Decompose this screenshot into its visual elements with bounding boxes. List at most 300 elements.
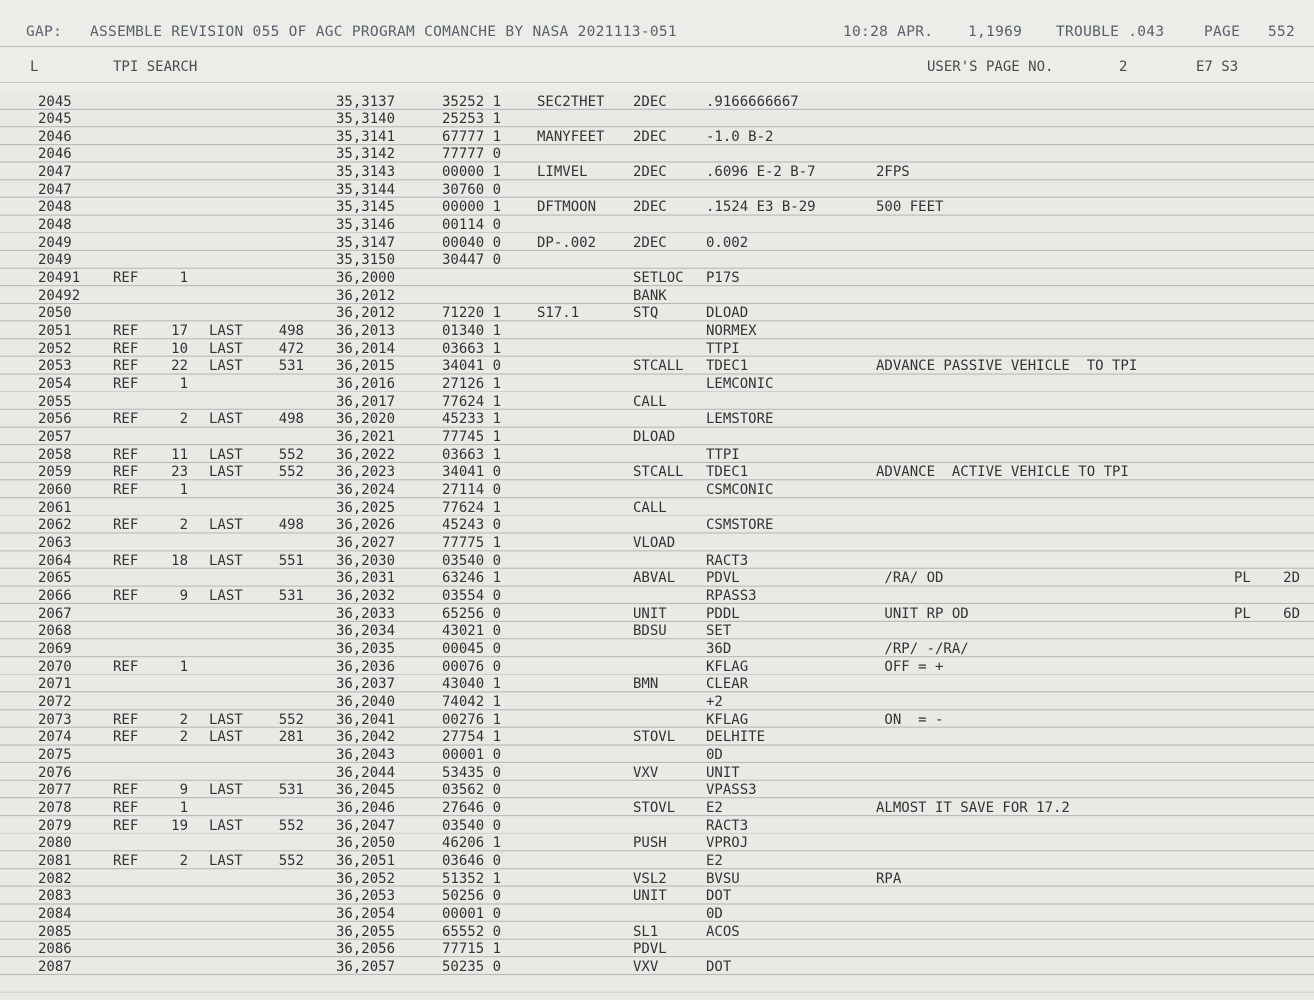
table-row [0,464,1314,482]
opcode: STCALL [633,358,684,375]
address: 36,2055 [336,923,396,940]
table-row [0,782,1314,800]
table-row [0,818,1314,836]
last-label: LAST [209,464,243,481]
octal-code: 03562 0 [442,782,502,799]
last-label: LAST [209,552,243,569]
address: 36,2057 [336,958,396,975]
ref-label: REF [113,817,139,834]
pl-label: PL [1234,605,1251,622]
octal-code: 03646 0 [442,852,502,869]
table-row [0,288,1314,306]
line-number: 2059 [38,464,72,481]
table-row [0,305,1314,323]
operand: ACOS [706,923,740,940]
address: 36,2014 [336,340,396,357]
address: 36,2050 [336,835,396,852]
ref-label: REF [113,517,139,534]
line-number: 2060 [38,482,72,499]
line-number: 2065 [38,570,72,587]
last-page: 531 [278,358,304,375]
table-row [0,535,1314,553]
octal-code: 00276 1 [442,711,502,728]
table-row [0,924,1314,942]
opcode: PDVL [633,941,667,958]
table-row [0,606,1314,624]
line-number: 2047 [38,181,72,198]
pl-value: 6D [1283,605,1300,622]
operand: LEMSTORE [706,411,774,428]
opcode: 2DEC [633,93,667,110]
operand: 36D [706,640,732,657]
line-number: 2079 [38,817,72,834]
table-row [0,906,1314,924]
address: 35,3137 [336,93,396,110]
address: 36,2017 [336,393,396,410]
opcode: BDSU [633,623,667,640]
table-row [0,641,1314,659]
symbol-label: DP-.002 [537,234,597,251]
last-page: 498 [278,411,304,428]
table-row [0,94,1314,112]
address: 36,2012 [336,305,396,322]
octal-code: 27114 0 [442,482,502,499]
operand: LEMCONIC [706,376,774,393]
table-row [0,146,1314,164]
last-label: LAST [209,323,243,340]
table-row [0,394,1314,412]
ref-count: 1 [179,658,188,675]
address: 36,2027 [336,535,396,551]
line-number: 2045 [38,111,72,128]
line-number: 2050 [38,305,72,322]
opcode: ABVAL [633,570,676,587]
ref-label: REF [113,323,139,340]
table-row [0,217,1314,235]
pl-value: 2D [1283,570,1300,587]
operand: UNIT [706,764,740,781]
table-row [0,376,1314,394]
table-row [0,959,1314,977]
line-number: 2077 [38,782,72,799]
octal-code: 71220 1 [442,305,502,322]
opcode: 2DEC [633,234,667,251]
ref-count: 2 [179,517,188,534]
comment: ADVANCE ACTIVE VEHICLE TO TPI [876,464,1129,481]
ref-label: REF [113,552,139,569]
octal-code: 00114 0 [442,217,502,234]
address: 36,2040 [336,693,396,710]
line-number: 2049 [38,234,72,251]
address: 35,3144 [336,181,396,198]
octal-code: 50235 0 [442,958,502,975]
opcode: SETLOC [633,270,684,287]
address: 36,2021 [336,429,396,446]
operand: NORMEX [706,323,757,340]
operand: TDEC1 [706,464,749,481]
address: 36,2026 [336,517,396,534]
comment: RPA [876,870,902,887]
table-row [0,553,1314,571]
opcode: PUSH [633,835,667,852]
listing-title: ASSEMBLE REVISION 055 OF AGC PROGRAM COMANCHE BY NASA 2021113-051 [90,24,677,40]
octal-code: 03663 1 [442,340,502,357]
address: 36,2024 [336,482,396,499]
table-row [0,235,1314,253]
ref-count: 2 [179,852,188,869]
line-number: 20492 [38,287,81,304]
operand: 0D [706,905,723,922]
opcode: 2DEC [633,164,667,181]
table-row [0,199,1314,217]
operand: CSMSTORE [706,517,774,534]
table-row [0,853,1314,871]
address: 35,3142 [336,146,396,163]
ref-label: REF [113,376,139,393]
line-number: 2063 [38,535,72,551]
address: 36,2051 [336,852,396,869]
table-row [0,182,1314,200]
line-number: 2070 [38,658,72,675]
octal-code: 53435 0 [442,764,502,781]
address: 36,2020 [336,411,396,428]
line-number: 2081 [38,852,72,869]
operand: 0D [706,746,723,763]
ref-count: 22 [171,358,188,375]
line-number: 2073 [38,711,72,728]
table-row [0,429,1314,447]
last-page: 552 [278,852,304,869]
opcode: UNIT [633,888,667,905]
last-page: 498 [278,323,304,340]
table-row [0,570,1314,588]
opcode: STOVL [633,799,676,816]
comment: ADVANCE PASSIVE VEHICLE TO TPI [876,358,1138,375]
ref-label: REF [113,340,139,357]
opcode: STQ [633,305,659,322]
address: 36,2054 [336,905,396,922]
octal-code: 45243 0 [442,517,502,534]
octal-code: 00040 0 [442,234,502,251]
line-number: 2047 [38,164,72,181]
line-number: 2048 [38,217,72,234]
operand: PDVL [706,570,740,587]
last-label: LAST [209,517,243,534]
table-row [0,888,1314,906]
octal-code: 77624 1 [442,499,502,516]
comment: /RP/ -/RA/ [876,640,969,657]
ref-count: 1 [179,270,188,287]
table-row [0,500,1314,518]
octal-code: 67777 1 [442,128,502,145]
table-row [0,941,1314,959]
table-row [0,747,1314,765]
octal-code: 03554 0 [442,587,502,604]
last-page: 531 [278,782,304,799]
table-row [0,676,1314,694]
comment: ON = - [876,711,944,728]
operand: TDEC1 [706,358,749,375]
operand: DELHITE [706,729,766,746]
opcode: CALL [633,499,667,516]
line-number: 2066 [38,587,72,604]
ref-label: REF [113,587,139,604]
operand: PDDL [706,605,740,622]
ref-label: REF [113,711,139,728]
last-page: 472 [278,340,304,357]
header-divider [0,46,1314,47]
octal-code: 34041 0 [442,358,502,375]
operand: KFLAG [706,658,749,675]
address: 36,2041 [336,711,396,728]
line-number: 2071 [38,676,72,693]
ref-label: REF [113,358,139,375]
line-number: 2053 [38,358,72,375]
operand: P17S [706,270,740,287]
ref-count: 2 [179,711,188,728]
gap-label: GAP: [26,24,63,40]
octal-code: 03540 0 [442,552,502,569]
opcode: UNIT [633,605,667,622]
address: 35,3143 [336,164,396,181]
print-time: 10:28 APR. [843,24,934,40]
symbol-label: SEC2THET [537,93,605,110]
octal-code: 27754 1 [442,729,502,746]
table-row [0,623,1314,641]
page-label: PAGE [1204,24,1241,40]
comment: 2FPS [876,164,910,181]
operand: .1524 E3 B-29 [706,199,816,216]
operand: E2 [706,852,723,869]
operand: +2 [706,693,723,710]
table-row [0,164,1314,182]
octal-code: 43021 0 [442,623,502,640]
line-number: 2052 [38,340,72,357]
users-page-label: USER'S PAGE NO. [927,59,1054,75]
address: 36,2016 [336,376,396,393]
last-label: LAST [209,340,243,357]
last-label: LAST [209,817,243,834]
line-number: 20491 [38,270,81,287]
ref-count: 9 [179,587,188,604]
operand: DLOAD [706,305,749,322]
line-number: 2086 [38,941,72,958]
address: 36,2045 [336,782,396,799]
table-row [0,871,1314,889]
opcode: VSL2 [633,870,667,887]
operand: CLEAR [706,676,749,693]
line-number: 2055 [38,393,72,410]
operand: TTPI [706,446,740,463]
line-number: 2048 [38,199,72,216]
line-number: 2085 [38,923,72,940]
last-page: 552 [278,446,304,463]
ref-label: REF [113,464,139,481]
table-row [0,111,1314,129]
address: 36,2023 [336,464,396,481]
line-number: 2082 [38,870,72,887]
octal-code: 30447 0 [442,252,502,269]
octal-code: 03540 0 [442,817,502,834]
line-number: 2057 [38,429,72,446]
operand: .6096 E-2 B-7 [706,164,816,181]
line-number: 2075 [38,746,72,763]
table-row [0,252,1314,270]
operand: BVSU [706,870,740,887]
ref-label: REF [113,482,139,499]
ref-count: 1 [179,376,188,393]
table-row [0,270,1314,288]
comment: ALMOST IT SAVE FOR 17.2 [876,799,1070,816]
address: 36,2043 [336,746,396,763]
opcode: 2DEC [633,199,667,216]
octal-code: 27126 1 [442,376,502,393]
ref-label: REF [113,782,139,799]
octal-code: 00001 0 [442,905,502,922]
operand: KFLAG [706,711,749,728]
trouble-label: TROUBLE .043 [1056,24,1165,40]
octal-code: 50256 0 [442,888,502,905]
table-row [0,659,1314,677]
address: 36,2036 [336,658,396,675]
table-row [0,358,1314,376]
address: 36,2033 [336,605,396,622]
octal-code: 77624 1 [442,393,502,410]
address: 36,2053 [336,888,396,905]
address: 35,3145 [336,199,396,216]
comment: /RA/ OD [876,570,944,587]
last-page: 531 [278,587,304,604]
operand: VPROJ [706,835,749,852]
address: 36,2012 [336,287,396,304]
octal-code: 27646 0 [442,799,502,816]
address: 36,2031 [336,570,396,587]
ref-count: 11 [171,446,188,463]
address: 35,3147 [336,234,396,251]
ref-label: REF [113,446,139,463]
section-title: TPI SEARCH [113,59,198,75]
table-row [0,517,1314,535]
line-mark: L [30,59,39,75]
ref-label: REF [113,799,139,816]
ref-count: 1 [179,482,188,499]
address: 36,2030 [336,552,396,569]
last-label: LAST [209,587,243,604]
opcode: STCALL [633,464,684,481]
symbol-label: LIMVEL [537,164,588,181]
users-page-number: 2 [1119,59,1128,75]
address: 36,2052 [336,870,396,887]
last-page: 552 [278,464,304,481]
address: 36,2022 [336,446,396,463]
operand: .9166666667 [706,93,799,110]
address: 36,2037 [336,676,396,693]
section-code: E7 S3 [1196,59,1239,75]
table-row [0,588,1314,606]
table-row [0,129,1314,147]
address: 36,2025 [336,499,396,516]
address: 36,2046 [336,799,396,816]
address: 36,2013 [336,323,396,340]
octal-code: 45233 1 [442,411,502,428]
line-number: 2046 [38,146,72,163]
last-label: LAST [209,446,243,463]
last-label: LAST [209,852,243,869]
octal-code: 77715 1 [442,941,502,958]
line-number: 2084 [38,905,72,922]
line-number: 2076 [38,764,72,781]
ref-count: 17 [171,323,188,340]
octal-code: 03663 1 [442,446,502,463]
ref-count: 2 [179,411,188,428]
line-number: 2054 [38,376,72,393]
operand: TTPI [706,340,740,357]
line-number: 2078 [38,799,72,816]
last-page: 498 [278,517,304,534]
octal-code: 65256 0 [442,605,502,622]
octal-code: 34041 0 [442,464,502,481]
line-number: 2061 [38,499,72,516]
octal-code: 35252 1 [442,93,502,110]
table-row [0,800,1314,818]
octal-code: 74042 1 [442,693,502,710]
pl-label: PL [1234,570,1251,587]
table-row [0,765,1314,783]
octal-code: 00076 0 [442,658,502,675]
opcode: STOVL [633,729,676,746]
octal-code: 65552 0 [442,923,502,940]
ref-count: 19 [171,817,188,834]
line-number: 2067 [38,605,72,622]
address: 36,2042 [336,729,396,746]
octal-code: 63246 1 [442,570,502,587]
operand: RPASS3 [706,587,757,604]
address: 36,2000 [336,270,396,287]
line-number: 2068 [38,623,72,640]
address: 35,3140 [336,111,396,128]
line-number: 2058 [38,446,72,463]
octal-code: 25253 1 [442,111,502,128]
opcode: BMN [633,676,659,693]
opcode: SL1 [633,923,659,940]
table-row [0,447,1314,465]
ref-label: REF [113,658,139,675]
ref-count: 9 [179,782,188,799]
address: 36,2034 [336,623,396,640]
line-number: 2049 [38,252,72,269]
address: 36,2047 [336,817,396,834]
ref-label: REF [113,729,139,746]
table-row [0,341,1314,359]
table-row [0,694,1314,712]
ref-count: 23 [171,464,188,481]
table-row [0,323,1314,341]
line-number: 2072 [38,693,72,710]
operand: -1.0 B-2 [706,128,774,145]
ref-label: REF [113,411,139,428]
subheader-divider [0,82,1314,83]
operand: DOT [706,958,732,975]
opcode: 2DEC [633,128,667,145]
table-row [0,835,1314,853]
octal-code: 00001 0 [442,746,502,763]
octal-code: 77777 0 [442,146,502,163]
operand: CSMCONIC [706,482,774,499]
comment: 500 FEET [876,199,944,216]
address: 36,2044 [336,764,396,781]
operand: VPASS3 [706,782,757,799]
line-number: 2069 [38,640,72,657]
